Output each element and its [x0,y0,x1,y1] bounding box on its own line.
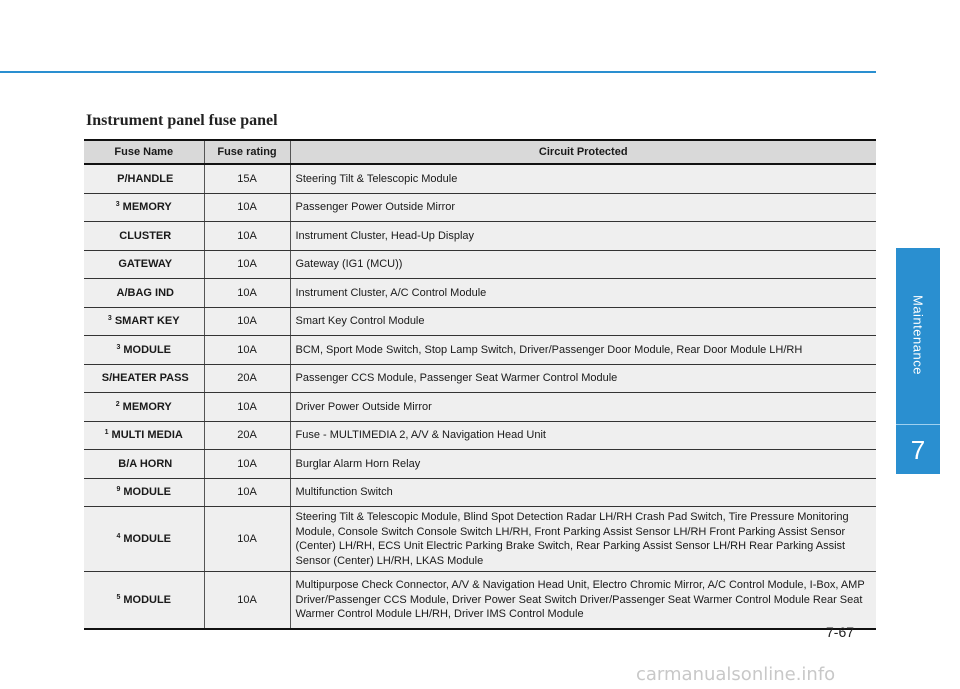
page-number: 7-67 [826,624,855,640]
top-divider-line [0,71,876,73]
circuit-protected: Passenger CCS Module, Passenger Seat Warmer Control Module [290,364,876,393]
circuit-protected: Driver Power Outside Mirror [290,393,876,422]
table-row [84,478,876,507]
fuse-name-cell [84,572,204,630]
table-row [84,364,876,393]
fuse-rating: 10A [204,250,290,279]
circuit-protected: Fuse - MULTIMEDIA 2, A/V & Navigation Head Unit [290,421,876,450]
fuse-rating: 20A [204,421,290,450]
fuse-rating: 10A [204,307,290,336]
chapter-tab-divider [896,424,940,425]
table-row [84,307,876,336]
fuse-rating: 10A [204,222,290,251]
footnote-marker: 3 [116,343,121,351]
footnote-marker: 1 [104,429,109,437]
fuse-name: MODULE [123,343,172,356]
fuse-name-cell [84,193,204,222]
section-title: Instrument panel fuse panel [86,112,278,129]
fuse-name: MODULE [123,533,172,545]
fuse-name: MODULE [123,486,172,499]
chapter-tab-label: Maintenance [910,295,926,375]
fuse-name-cell [84,307,204,336]
circuit-protected: Multifunction Switch [290,478,876,507]
header-fuse-rating: Fuse rating [204,140,290,164]
fuse-name-cell [84,279,204,308]
table-row [84,279,876,308]
fuse-name-cell [84,250,204,279]
fuse-name: A/BAG IND [116,286,174,299]
table-row [84,421,876,450]
table-row [84,164,876,193]
fuse-rating: 10A [204,393,290,422]
fuse-name: MODULE [123,594,172,606]
fuse-rating: 10A [204,478,290,507]
header-circuit-protected: Circuit Protected [290,140,876,164]
fuse-rating: 20A [204,364,290,393]
circuit-protected: Gateway (IG1 (MCU)) [290,250,876,279]
fuse-name-cell [84,507,204,572]
fuse-table [84,139,876,630]
fuse-rating: 10A [204,193,290,222]
fuse-name: MULTI MEDIA [111,429,183,442]
fuse-rating: 10A [204,336,290,365]
header-fuse-name: Fuse Name [84,140,204,164]
footnote-marker: 9 [116,486,121,494]
fuse-name-cell [84,336,204,365]
table-row [84,393,876,422]
table-row [84,507,876,572]
fuse-name: MEMORY [122,400,172,413]
fuse-name: CLUSTER [119,229,172,242]
fuse-rating: 10A [204,507,290,572]
chapter-tab-number: 7 [910,434,926,465]
circuit-protected: BCM, Sport Mode Switch, Stop Lamp Switch, Driver/Passenger Door Module, Rear Door Module LH/RH [290,336,876,365]
watermark: carmanualsonline.info [636,664,836,685]
table-row [84,572,876,630]
footnote-marker: 2 [115,400,120,408]
circuit-protected: Passenger Power Outside Mirror [290,193,876,222]
fuse-rating: 10A [204,450,290,479]
fuse-name: SMART KEY [114,315,180,328]
circuit-protected: Instrument Cluster, A/C Control Module [290,279,876,308]
fuse-name-cell [84,164,204,193]
footnote-marker: 4 [116,533,121,540]
fuse-name: GATEWAY [118,258,173,271]
circuit-protected: Smart Key Control Module [290,307,876,336]
fuse-rating: 15A [204,164,290,193]
table-row [84,193,876,222]
fuse-name: MEMORY [122,201,172,214]
fuse-name: B/A HORN [118,457,173,470]
fuse-name-cell [84,364,204,393]
table-row [84,222,876,251]
table-row [84,250,876,279]
footnote-marker: 5 [116,594,121,601]
table-row [84,336,876,365]
circuit-protected: Steering Tilt & Telescopic Module, Blind Spot Detection Radar LH/RH Crash Pad Switch, Tire Pressure Monitoring Module, Console Switch Console Switch LH/RH, Front Parking Assist Sensor LH/RH Front Parking Assist Sensor (Center) LH/RH, ECS Unit Electric Parking Brake Switch, Rear Parking Assist Sensor LH/RH Rear Parking Assist Sensor (Center) LH/RH, LKAS Module [290,507,876,572]
table-header-row [84,140,876,164]
footnote-marker: 3 [115,201,120,209]
footnote-marker: 3 [107,315,112,323]
fuse-name: P/HANDLE [117,172,174,185]
fuse-name-cell [84,222,204,251]
circuit-protected: Multipurpose Check Connector, A/V & Navigation Head Unit, Electro Chromic Mirror, A/C Control Module, I-Box, AMP Driver/Passenger CCS Module, Driver Power Seat Switch Driver/Passenger Seat Warmer Control Module Rear Seat Warmer Control Module LH/RH, Driver IMS Control Module [290,572,876,630]
circuit-protected: Burglar Alarm Horn Relay [290,450,876,479]
circuit-protected: Steering Tilt & Telescopic Module [290,164,876,193]
fuse-name: S/HEATER PASS [101,372,189,385]
fuse-rating: 10A [204,279,290,308]
fuse-rating: 10A [204,572,290,630]
fuse-name-cell [84,393,204,422]
fuse-name-cell [84,421,204,450]
circuit-protected: Instrument Cluster, Head-Up Display [290,222,876,251]
fuse-name-cell [84,450,204,479]
fuse-name-cell [84,478,204,507]
table-row [84,450,876,479]
